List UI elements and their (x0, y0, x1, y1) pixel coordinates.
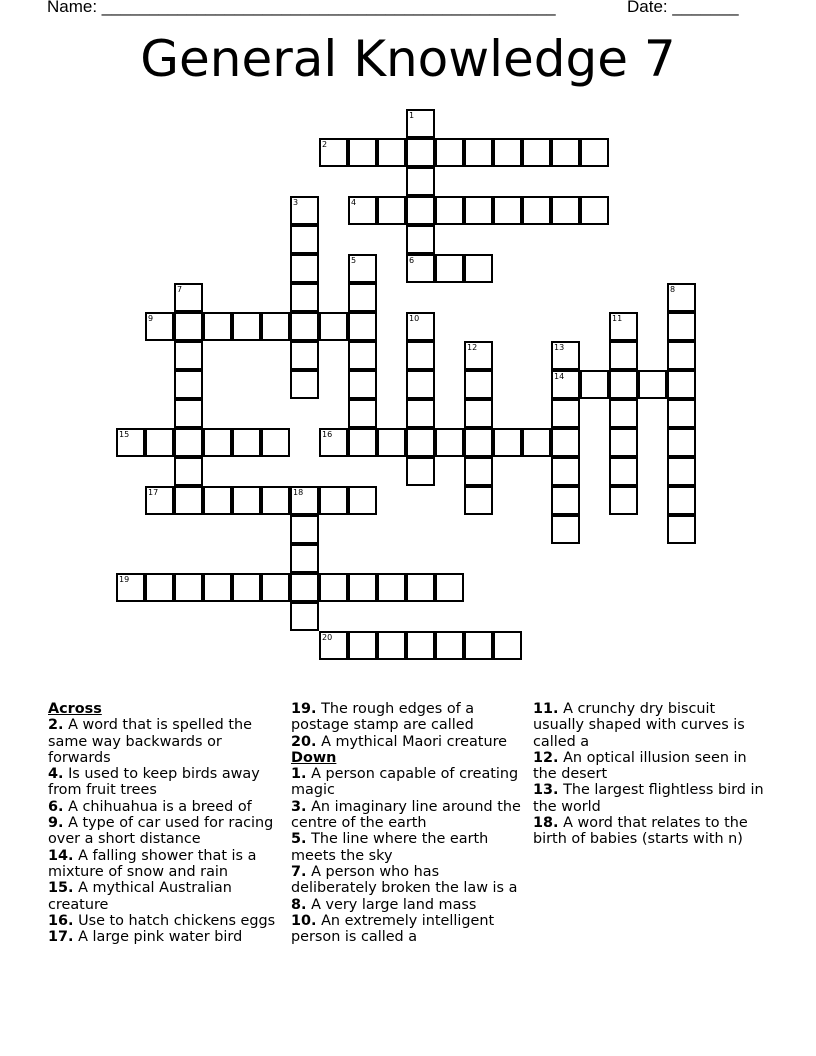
clue-across-20: 20. A mythical Maori creature (291, 733, 508, 750)
clue-number: 20 (322, 633, 333, 642)
crossword-cell[interactable] (493, 138, 522, 167)
crossword-cell[interactable] (406, 167, 435, 196)
crossword-cell[interactable] (435, 196, 464, 225)
clues-column-3 (533, 701, 769, 848)
clue-down-12: 12. An optical illusion seen in the desert (533, 749, 747, 783)
clues-column-2 (291, 701, 527, 945)
name-label: Name: (47, 0, 102, 16)
crossword-cell[interactable] (638, 370, 667, 399)
crossword-cell[interactable] (406, 254, 435, 283)
crossword-cell[interactable] (319, 486, 348, 515)
clue-down-7: 7. A person who has deliberately broken the law is a (291, 863, 518, 897)
crossword-cell[interactable] (406, 225, 435, 254)
crossword-cell[interactable] (580, 196, 609, 225)
clue-across-16: 16. Use to hatch chickens eggs (48, 912, 276, 929)
crossword-cell[interactable] (435, 573, 464, 602)
crossword-cell[interactable] (551, 196, 580, 225)
clue-number: 4 (351, 198, 357, 207)
crossword-cell[interactable] (464, 631, 493, 660)
crossword-cell[interactable] (667, 486, 696, 515)
clue-across-4: 4. Is used to keep birds away from fruit trees (48, 766, 260, 799)
crossword-cell[interactable] (464, 428, 493, 457)
crossword-cell[interactable] (290, 602, 319, 631)
clue-number: 19 (119, 575, 130, 584)
crossword-cell[interactable] (667, 515, 696, 544)
crossword-cell[interactable] (551, 370, 580, 399)
clue-across-6: 6. A chihuahua is a breed of (48, 798, 252, 815)
crossword-cell[interactable] (580, 370, 609, 399)
crossword-cell[interactable] (319, 138, 348, 167)
clue-number: 5 (351, 256, 357, 265)
crossword-cell[interactable] (290, 573, 319, 602)
crossword-cell[interactable] (667, 283, 696, 312)
crossword-cell[interactable] (464, 399, 493, 428)
crossword-cell[interactable] (406, 312, 435, 341)
crossword-cell[interactable] (406, 138, 435, 167)
crossword-cell[interactable] (667, 457, 696, 486)
crossword-cell[interactable] (667, 370, 696, 399)
date-line: _______ (672, 0, 739, 16)
crossword-cell[interactable] (290, 283, 319, 312)
crossword-cell[interactable] (406, 457, 435, 486)
crossword-cell[interactable] (290, 544, 319, 573)
crossword-cell[interactable] (609, 341, 638, 370)
crossword-cell[interactable] (232, 428, 261, 457)
crossword-cell[interactable] (551, 428, 580, 457)
clue-number: 14 (554, 372, 565, 381)
clue-number: 9 (148, 314, 154, 323)
crossword-cell[interactable] (435, 428, 464, 457)
crossword-cell[interactable] (493, 196, 522, 225)
crossword-cell[interactable] (348, 370, 377, 399)
crossword-cell[interactable] (174, 573, 203, 602)
crossword-cell[interactable] (609, 428, 638, 457)
crossword-cell[interactable] (667, 312, 696, 341)
crossword-cell[interactable] (551, 138, 580, 167)
clue-across-9: 9. A type of car used for racing over a short distance (48, 815, 274, 848)
clue-number: 3 (293, 198, 299, 207)
page-title: General Knowledge 7 (140, 30, 676, 88)
crossword-cell[interactable] (145, 573, 174, 602)
crossword-cell[interactable] (609, 312, 638, 341)
clue-number: 7 (177, 285, 183, 294)
crossword-cell[interactable] (435, 254, 464, 283)
clue-number: 11 (612, 314, 623, 323)
date-label: Date: (627, 0, 673, 16)
crossword-cell[interactable] (580, 138, 609, 167)
crossword-cell[interactable] (348, 486, 377, 515)
crossword-cell[interactable] (290, 196, 319, 225)
crossword-cell[interactable] (174, 428, 203, 457)
crossword-cell[interactable] (348, 573, 377, 602)
crossword-cell[interactable] (290, 225, 319, 254)
clue-number: 16 (322, 430, 333, 439)
clue-number: 17 (148, 488, 159, 497)
crossword-cell[interactable] (522, 138, 551, 167)
crossword-cell[interactable] (377, 138, 406, 167)
clue-across-17: 17. A large pink water bird (48, 929, 243, 946)
crossword-cell[interactable] (348, 196, 377, 225)
crossword-cell[interactable] (319, 428, 348, 457)
crossword-cell[interactable] (406, 341, 435, 370)
crossword-cell[interactable] (319, 312, 348, 341)
clue-number: 1 (409, 111, 415, 120)
crossword-cell[interactable] (522, 428, 551, 457)
crossword-cell[interactable] (464, 457, 493, 486)
crossword-cell[interactable] (464, 254, 493, 283)
crossword-cell[interactable] (232, 486, 261, 515)
clue-down-18: 18. A word that relates to the birth of babies (starts with n) (533, 815, 748, 848)
crossword-cell[interactable] (116, 428, 145, 457)
crossword-cell[interactable] (667, 428, 696, 457)
crossword-cell[interactable] (174, 370, 203, 399)
crossword-cell[interactable] (609, 457, 638, 486)
crossword-cell[interactable] (406, 399, 435, 428)
crossword-cell[interactable] (464, 196, 493, 225)
crossword-cell[interactable] (319, 631, 348, 660)
crossword-cell[interactable] (464, 370, 493, 399)
crossword-cell[interactable] (348, 399, 377, 428)
crossword-cell[interactable] (377, 196, 406, 225)
clue-across-2: 2. A word that is spelled the same way backwards or forwards (48, 717, 252, 766)
crossword-cell[interactable] (261, 486, 290, 515)
clue-number: 18 (293, 488, 304, 497)
crossword-cell[interactable] (290, 486, 319, 515)
crossword-cell[interactable] (203, 573, 232, 602)
crossword-cell[interactable] (174, 399, 203, 428)
crossword-cell[interactable] (609, 486, 638, 515)
across-heading: Across (48, 701, 102, 717)
crossword-cell[interactable] (174, 312, 203, 341)
crossword-cell[interactable] (348, 254, 377, 283)
crossword-cell[interactable] (464, 341, 493, 370)
crossword-cell[interactable] (667, 399, 696, 428)
crossword-cell[interactable] (174, 457, 203, 486)
clue-down-3: 3. An imaginary line around the centre of the earth (291, 798, 521, 832)
crossword-cell[interactable] (667, 341, 696, 370)
crossword-cell[interactable] (203, 428, 232, 457)
crossword-cell[interactable] (290, 515, 319, 544)
clue-number: 6 (409, 256, 415, 265)
crossword-cell[interactable] (406, 573, 435, 602)
clue-number: 13 (554, 343, 565, 352)
crossword-cell[interactable] (174, 486, 203, 515)
crossword-cell[interactable] (348, 341, 377, 370)
crossword-cell[interactable] (377, 573, 406, 602)
crossword-cell[interactable] (290, 312, 319, 341)
clue-number: 15 (119, 430, 130, 439)
clue-down-5: 5. The line where the earth meets the sky (291, 831, 489, 864)
crossword-cell[interactable] (290, 341, 319, 370)
crossword-cell[interactable] (319, 573, 348, 602)
clue-down-11: 11. A crunchy dry biscuit usually shaped with curves is called a (533, 701, 745, 750)
crossword-cell[interactable] (290, 370, 319, 399)
crossword-cell[interactable] (522, 196, 551, 225)
crossword-cell[interactable] (377, 631, 406, 660)
crossword-cell[interactable] (261, 312, 290, 341)
clue-down-10: 10. An extremely intelligent person is called a (291, 912, 495, 946)
crossword-cell[interactable] (609, 370, 638, 399)
clue-across-19: 19. The rough edges of a postage stamp are called (291, 701, 475, 734)
crossword-cell[interactable] (551, 341, 580, 370)
crossword-cell[interactable] (290, 254, 319, 283)
clue-number: 12 (467, 343, 478, 352)
crossword-cell[interactable] (551, 486, 580, 515)
down-heading: Down (291, 749, 337, 766)
crossword-cell[interactable] (145, 312, 174, 341)
clue-across-14: 14. A falling shower that is a mixture of snow and rain (48, 847, 257, 880)
crossword-cell[interactable] (348, 138, 377, 167)
crossword-cell[interactable] (435, 138, 464, 167)
clue-down-13: 13. The largest flightless bird in the world (533, 782, 764, 815)
crossword-cell[interactable] (464, 138, 493, 167)
crossword-cell[interactable] (232, 312, 261, 341)
crossword-cell[interactable] (493, 631, 522, 660)
crossword-cell[interactable] (203, 312, 232, 341)
crossword-cell[interactable] (203, 486, 232, 515)
crossword-cell[interactable] (464, 486, 493, 515)
crossword-cell[interactable] (348, 283, 377, 312)
clues-column-1 (48, 701, 284, 945)
crossword-cell[interactable] (261, 573, 290, 602)
clue-down-8: 8. A very large land mass (291, 896, 477, 913)
crossword-cell[interactable] (406, 631, 435, 660)
clue-across-15: 15. A mythical Australian creature (48, 880, 232, 913)
crossword-cell[interactable] (435, 631, 464, 660)
crossword-cell[interactable] (174, 283, 203, 312)
crossword-cell[interactable] (406, 196, 435, 225)
crossword-cell[interactable] (406, 109, 435, 138)
crossword-cell[interactable] (551, 457, 580, 486)
crossword-cell[interactable] (406, 370, 435, 399)
clue-number: 10 (409, 314, 420, 323)
clue-number: 8 (670, 285, 676, 294)
crossword-cell[interactable] (493, 428, 522, 457)
crossword-cell[interactable] (232, 573, 261, 602)
crossword-cell[interactable] (116, 573, 145, 602)
crossword-cell[interactable] (348, 631, 377, 660)
name-line: ________________________________________________ (101, 0, 556, 16)
clue-number: 2 (322, 140, 328, 149)
crossword-cell[interactable] (609, 399, 638, 428)
crossword-cell[interactable] (348, 312, 377, 341)
clue-down-1: 1. A person capable of creating magic (291, 766, 519, 799)
crossword-cell[interactable] (261, 428, 290, 457)
crossword-cell[interactable] (174, 341, 203, 370)
crossword-cell[interactable] (377, 428, 406, 457)
crossword-cell[interactable] (551, 399, 580, 428)
crossword-cell[interactable] (348, 428, 377, 457)
crossword-cell[interactable] (145, 486, 174, 515)
crossword-cell[interactable] (551, 515, 580, 544)
crossword-cell[interactable] (406, 428, 435, 457)
crossword-cell[interactable] (145, 428, 174, 457)
